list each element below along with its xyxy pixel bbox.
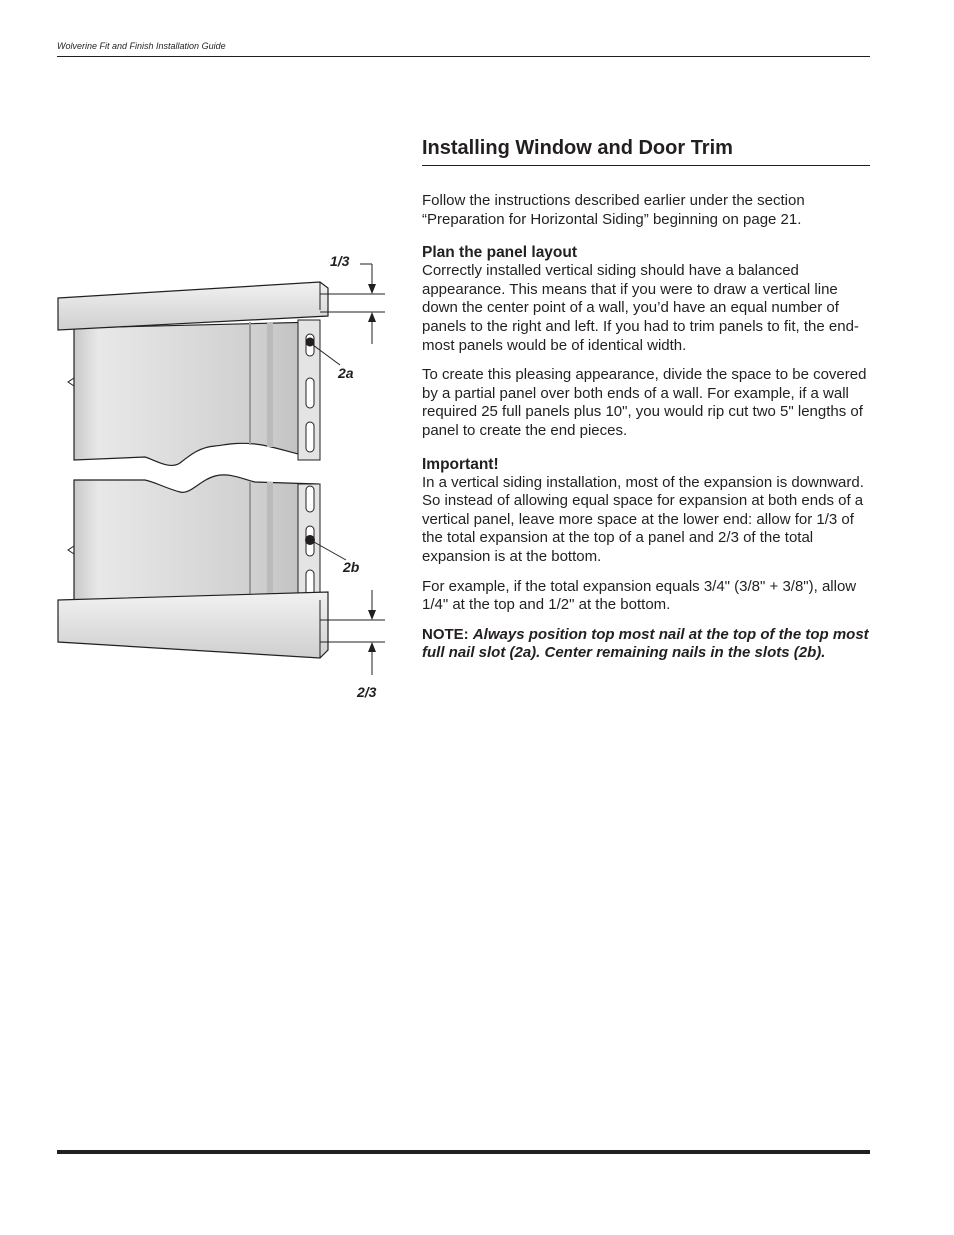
- important-heading: Important!: [422, 455, 499, 473]
- footer-rule: [57, 1150, 870, 1154]
- label-two-thirds: 2/3: [357, 684, 377, 700]
- upper-panel: [74, 322, 318, 465]
- label-2a: 2a: [338, 365, 354, 381]
- lower-edge-break: [68, 546, 74, 554]
- note-label: NOTE:: [422, 625, 469, 643]
- nail-slot: [306, 486, 314, 512]
- plan-heading: Plan the panel layout: [422, 244, 578, 262]
- label-2b: 2b: [343, 559, 360, 575]
- bottom-trim: [58, 592, 328, 658]
- note-text: Always position top most nail at the top of the top most full nail slot (2a). Center remaining nails in the slots (2b).: [422, 625, 869, 662]
- section-title: Installing Window and Door Trim: [422, 136, 870, 166]
- nail-slot: [306, 422, 314, 452]
- note-paragraph: [422, 626, 870, 663]
- plan-paragraph-1: Correctly installed vertical siding should have a balanced appearance. This means that if you were to draw a vertical line down the center point of a wall, you’d have an equal number of panels to the right and left. If you had to trim panels to fit, the end-most panels would be of identical width.: [422, 262, 859, 354]
- label-one-third: 1/3: [330, 253, 350, 269]
- header-rule: [57, 56, 870, 57]
- important-paragraph-2: For example, if the total expansion equals 3/4" (3/8" + 3/8"), allow 1/4" at the top and 1/2" at the bottom.: [422, 577, 857, 614]
- running-header: Wolverine Fit and Finish Installation Guide: [57, 41, 226, 51]
- siding-installation-figure: [50, 250, 395, 710]
- nail-2b: [305, 535, 315, 545]
- plan-paragraph-2: To create this pleasing appearance, divide the space to be covered by a partial panel over both ends of a wall. For example, if a wall required 25 full panels plus 10", you would rip cut two 5" lengths of panel to create the end pieces.: [422, 366, 867, 439]
- intro-paragraph: Follow the instructions described earlier under the section “Preparation for Horizontal Siding” beginning on page 21.: [422, 192, 805, 228]
- main-text-column: [422, 136, 870, 663]
- siding-diagram: [50, 250, 395, 710]
- important-paragraph-1: In a vertical siding installation, most of the expansion is downward. So instead of allowing equal space for expansion at both ends of a vertical panel, leave more space at the lower end: allow for 1/3 of the total expansion at the top of a panel and 2/3 of the total expansion is at the bottom.: [422, 473, 864, 565]
- nail-slot: [306, 378, 314, 408]
- upper-edge-break: [68, 378, 74, 386]
